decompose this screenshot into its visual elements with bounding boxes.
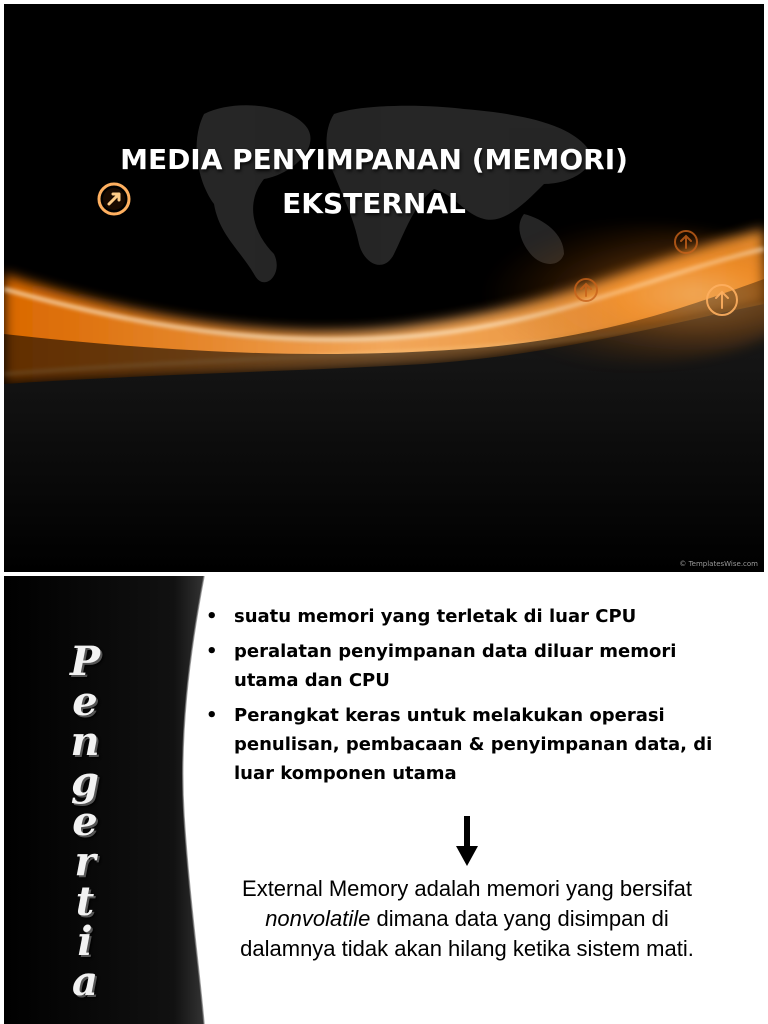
bullet-text: peralatan penyimpanan data diluar memori utama dan CPU bbox=[234, 641, 677, 691]
arrow-down-icon bbox=[456, 816, 478, 866]
definition-emphasis: nonvolatile bbox=[265, 906, 371, 931]
vertical-title-letter: a bbox=[72, 958, 98, 1005]
bullet-text: suatu memori yang terletak di luar CPU bbox=[234, 606, 637, 627]
vertical-title bbox=[60, 638, 110, 1005]
vertical-title-letter: g bbox=[71, 758, 99, 805]
bullet-text: Perangkat keras untuk melakukan operasi penulisan, pembacaan & penyimpanan data, di luar komponen utama bbox=[234, 705, 713, 784]
list-item bbox=[204, 602, 724, 631]
vertical-title-letter: e bbox=[72, 678, 98, 725]
list-item bbox=[204, 701, 724, 788]
vertical-title-letter: t bbox=[75, 878, 95, 925]
definition-before: External Memory adalah memori yang bersifat bbox=[242, 876, 692, 901]
bullet-dot: • bbox=[206, 641, 218, 662]
slide-title bbox=[64, 138, 684, 226]
watermark: © TemplatesWise.com bbox=[679, 560, 758, 568]
bullet-list bbox=[204, 602, 724, 794]
title-line-1: MEDIA PENYIMPANAN (MEMORI) bbox=[120, 143, 628, 176]
vertical-title-letter: e bbox=[72, 798, 98, 845]
vertical-title-letter: P bbox=[69, 638, 101, 685]
definition-text bbox=[222, 874, 712, 964]
definition-after: dimana data yang disimpan di dalamnya tidak akan hilang ketika sistem mati. bbox=[240, 906, 694, 961]
definition-slide bbox=[4, 576, 764, 1024]
title-line-2: EKSTERNAL bbox=[282, 187, 466, 220]
title-slide bbox=[4, 4, 764, 572]
slide-background bbox=[4, 4, 764, 572]
list-item bbox=[204, 637, 724, 695]
bullet-dot: • bbox=[206, 606, 218, 627]
vertical-title-letter: n bbox=[70, 718, 100, 765]
vertical-title-letter: r bbox=[74, 838, 96, 885]
vertical-title-letter: i bbox=[77, 918, 93, 965]
bullet-dot: • bbox=[206, 705, 218, 726]
